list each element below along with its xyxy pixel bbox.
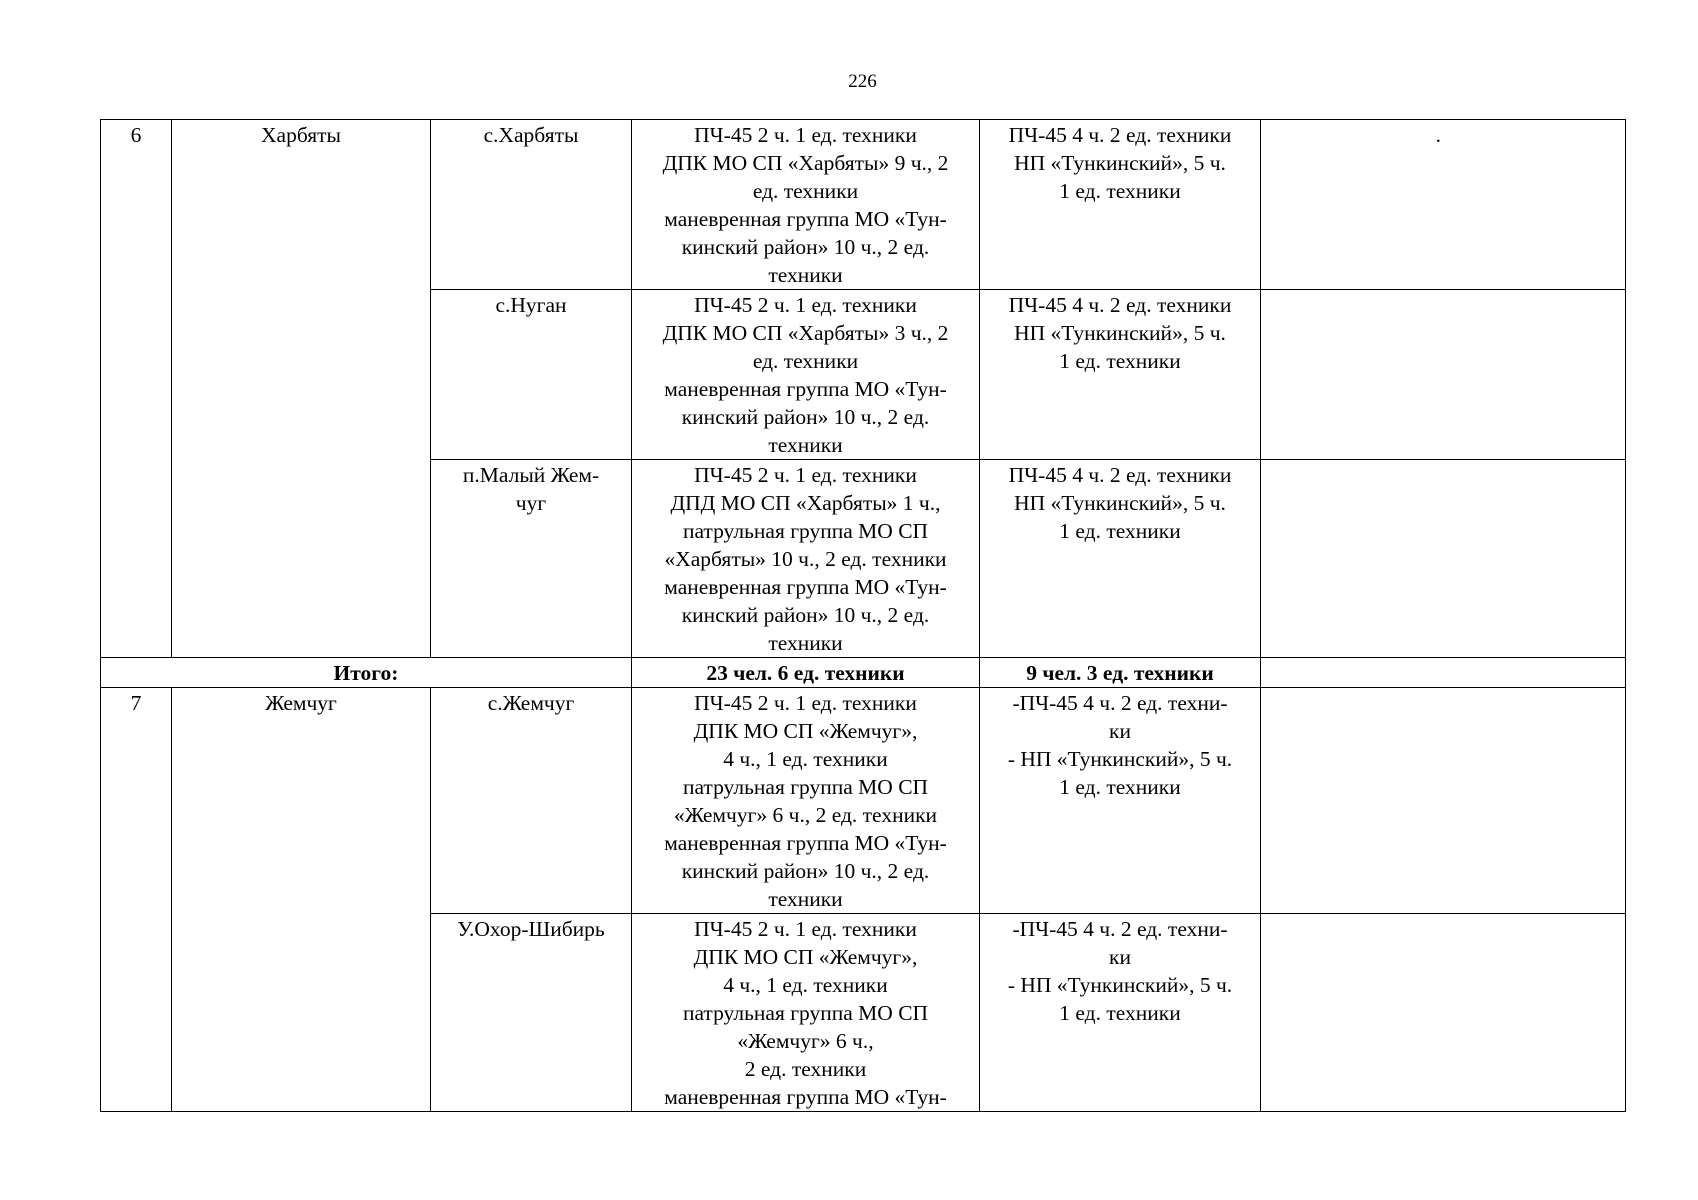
locality-cell: п.Малый Жем- чуг	[431, 460, 632, 658]
table-row	[101, 120, 1626, 290]
locality-cell: с.Харбяты	[431, 120, 632, 290]
second-echelon-cell: -ПЧ-45 4 ч. 2 ед. техни- ки - НП «Тункинский», 5 ч. 1 ед. техники	[980, 914, 1261, 1112]
table-row	[101, 688, 1626, 914]
total-label: Итого:	[101, 658, 632, 688]
total-second-echelon: 9 чел. 3 ед. техники	[980, 658, 1261, 688]
locality-cell: с.Жемчуг	[431, 688, 632, 914]
locality-cell: с.Нуган	[431, 290, 632, 460]
row-number-cell: 7	[101, 688, 172, 1112]
second-echelon-cell: -ПЧ-45 4 ч. 2 ед. техни- ки - НП «Тункинский», 5 ч. 1 ед. техники	[980, 688, 1261, 914]
note-text: .	[1435, 123, 1441, 147]
note-cell	[1261, 914, 1626, 1112]
first-echelon-cell: ПЧ-45 2 ч. 1 ед. техники ДПК МО СП «Харбяты» 3 ч., 2 ед. техники маневренная группа МО «Тун- кинский район» 10 ч., 2 ед. техники	[632, 290, 980, 460]
first-echelon-cell: ПЧ-45 2 ч. 1 ед. техники ДПК МО СП «Жемчуг», 4 ч., 1 ед. техники патрульная группа МО СП «Жемчуг» 6 ч., 2 ед. техники маневренная группа МО «Тун-	[632, 914, 980, 1112]
total-row	[101, 658, 1626, 688]
note-cell	[1261, 460, 1626, 658]
second-echelon-cell: ПЧ-45 4 ч. 2 ед. техники НП «Тункинский», 5 ч. 1 ед. техники	[980, 120, 1261, 290]
total-first-echelon: 23 чел. 6 ед. техники	[632, 658, 980, 688]
second-echelon-cell: ПЧ-45 4 ч. 2 ед. техники НП «Тункинский», 5 ч. 1 ед. техники	[980, 290, 1261, 460]
note-cell	[1261, 120, 1626, 290]
coverage-table	[100, 119, 1626, 1112]
first-echelon-cell: ПЧ-45 2 ч. 1 ед. техники ДПД МО СП «Харбяты» 1 ч., патрульная группа МО СП «Харбяты» 10 ч., 2 ед. техники маневренная группа МО «Тун- кинский район» 10 ч., 2 ед. техники	[632, 460, 980, 658]
note-cell	[1261, 290, 1626, 460]
first-echelon-cell: ПЧ-45 2 ч. 1 ед. техники ДПК МО СП «Жемчуг», 4 ч., 1 ед. техники патрульная группа МО СП «Жемчуг» 6 ч., 2 ед. техники маневренная группа МО «Тун- кинский район» 10 ч., 2 ед. техники	[632, 688, 980, 914]
note-cell	[1261, 688, 1626, 914]
settlement-cell: Харбяты	[172, 120, 431, 658]
second-echelon-cell: ПЧ-45 4 ч. 2 ед. техники НП «Тункинский», 5 ч. 1 ед. техники	[980, 460, 1261, 658]
settlement-cell: Жемчуг	[172, 688, 431, 1112]
row-number-cell: 6	[101, 120, 172, 658]
page-number: 226	[848, 71, 877, 92]
first-echelon-cell: ПЧ-45 2 ч. 1 ед. техники ДПК МО СП «Харбяты» 9 ч., 2 ед. техники маневренная группа МО «Тун- кинский район» 10 ч., 2 ед. техники	[632, 120, 980, 290]
locality-cell: У.Охор-Шибирь	[431, 914, 632, 1112]
total-note-cell	[1261, 658, 1626, 688]
